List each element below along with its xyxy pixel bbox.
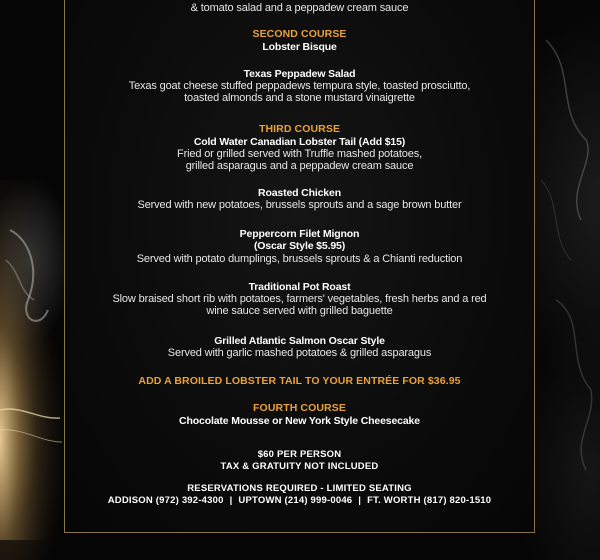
dish-description: grilled asparagus and a peppadew cream sauce [185,160,414,172]
dish-peppercorn-filet: Peppercorn Filet Mignon [239,228,360,240]
dish-texas-peppadew-salad: Texas Peppadew Salad [243,68,356,80]
location-uptown[interactable]: UPTOWN (214) 999-0046 [238,495,353,506]
dish-description: Served with new potatoes, brussels sprouts and a sage brown butter [137,199,462,211]
lobster-addon-note: ADD A BROILED LOBSTER TAIL TO YOUR ENTRÉE FOR $36.95 [138,375,461,387]
separator: | [358,495,362,506]
reservations-heading: RESERVATIONS REQUIRED - LIMITED SEATING [187,483,412,494]
fourth-course-heading: FOURTH COURSE [253,402,346,414]
smoke-decoration [536,0,600,560]
dish-salmon-oscar: Grilled Atlantic Salmon Oscar Style [214,335,385,347]
dish-dessert: Chocolate Mousse or New York Style Cheesecake [179,415,420,427]
dish-roasted-chicken: Roasted Chicken [258,187,341,199]
dish-subtitle: (Oscar Style $5.95) [253,240,346,252]
previous-dish-description: & tomato salad and a peppadew cream sauce [190,2,409,14]
separator: | [229,495,233,506]
dish-description: toasted almonds and a stone mustard vinaigrette [184,92,415,104]
location-phones [65,495,534,507]
dish-description: Fried or grilled served with Truffle mashed potatoes, [177,148,422,160]
tax-gratuity-note: TAX & GRATUITY NOT INCLUDED [220,461,379,472]
dish-lobster-bisque: Lobster Bisque [262,41,337,53]
dish-description: Served with garlic mashed potatoes & grilled asparagus [167,347,432,359]
third-course-heading: THIRD COURSE [258,123,341,135]
second-course-heading: SECOND COURSE [252,28,347,40]
dish-description: Slow braised short rib with potatoes, farmers' vegetables, fresh herbs and a red [112,293,487,305]
dish-description: wine sauce served with grilled baguette [206,305,393,317]
dish-pot-roast: Traditional Pot Roast [248,281,351,293]
location-addison[interactable]: ADDISON (972) 392-4300 [107,495,224,506]
menu-panel [64,0,535,533]
dish-lobster-tail: Cold Water Canadian Lobster Tail (Add $15) [193,136,406,148]
dish-description: Served with potato dumplings, brussels sprouts & a Chianti reduction [136,253,463,265]
gold-splash-decoration [0,180,64,540]
dish-description: Texas goat cheese stuffed peppadews tempura style, toasted prosciutto, [128,80,471,92]
location-ft-worth[interactable]: FT. WORTH (817) 820-1510 [367,495,492,506]
price-per-person: $60 PER PERSON [257,449,342,460]
